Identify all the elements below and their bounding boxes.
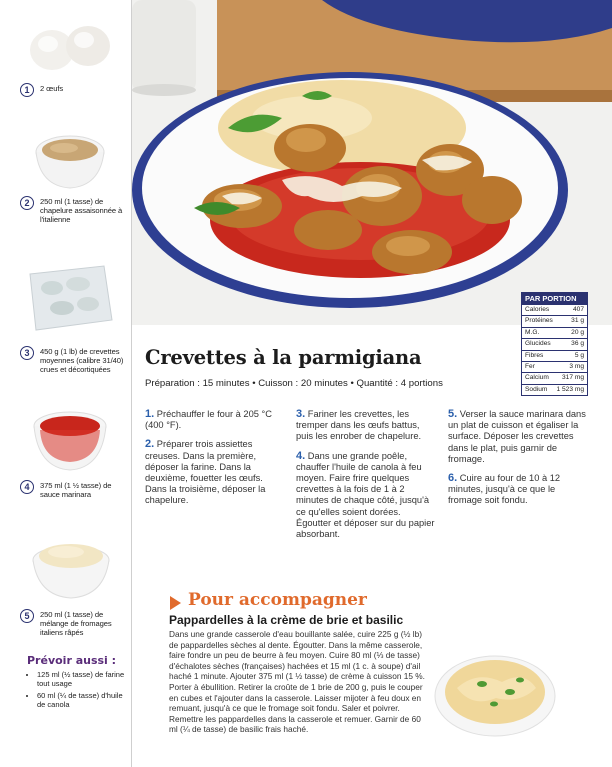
nutrition-value: 31 g [571,317,584,325]
ingredient-4 [20,481,124,499]
recipe-step [296,451,436,541]
ingredient-number: 3 [20,346,34,360]
ingredient-text: 375 ml (1 ½ tasse) de sauce marinara [40,481,112,499]
nutrition-row [522,384,587,395]
recipe-step [145,409,283,431]
step-number: 5. [448,408,458,420]
ingredient-number: 4 [20,480,34,494]
ingredient-text: 250 ml (1 tasse) de chapelure assaisonnée à l'italienne [40,197,123,224]
nutrition-value: 20 g [571,328,584,336]
nutrition-value: 1 523 mg [556,385,584,393]
ingredient-number: 5 [20,609,34,623]
nutrition-title: PAR PORTION [522,293,587,304]
nutrition-row [522,372,587,383]
recipe-step [448,409,588,465]
steps-column-2 [296,409,436,548]
nutrition-value: 5 g [574,351,584,359]
nutrition-value: 407 [572,306,584,313]
nutrition-label: Fer [525,362,535,370]
nutrition-row [522,315,587,326]
step-text: Cuire au four de 10 à 12 minutes, jusqu'à ce que le fromage soit fondu. [448,473,561,506]
ingredient-5 [20,610,124,637]
step-number: 2. [145,438,155,451]
accompany-body: Dans une grande casserole d'eau bouillante salée, cuire 225 g (½ lb) de pappardelles sèches al dente. Égoutter. Dans la même casserole, faire fondre un peu de beurre à feu moyen. Cuire 80 ml (⅓ de tasse) d'échalotes sèches (françaises) hachées et 15 ml (1 c. à soupe) d'ail haché 1 minute. Ajouter 375 ml (1 ½ tasse) de crème à cuisson 15 %. Porter à ébullition. Retirer la croûte de 1 brie de 200 g, puis le couper en cubes et l'ajouter dans la casserole. Laisser mijoter à feu doux en remuant, jusqu'à ce que le fromage soit fondu. Saler et poivrer. Remettre les pappardelles dans la casserole et remuer. Garnir de 60 ml (¼ de tasse) de basilic frais haché. [169,629,425,735]
arrow-right-icon [170,596,181,610]
step-text: Préparer trois assiettes creuses. Dans la première, déposer la farine. Dans la deuxième, fouetter les œufs. Dans la troisième, déposer la chapelure. [145,439,266,506]
list-item: • 125 ml (½ tasse) de farine tout usage [37,670,127,688]
nutrition-label: Sodium [525,385,548,393]
recipe-meta: Préparation : 15 minutes • Cuisson : 20 minutes • Quantité : 4 portions [145,378,443,389]
recipe-step [448,473,588,507]
step-number: 4. [296,449,306,462]
ingredient-3 [20,347,124,374]
pappardelle-bowl-photo [432,648,558,740]
nutrition-label: Protéines [525,317,553,325]
step-number: 1. [145,408,155,420]
nutrition-label: Fibres [525,351,544,359]
shrimp-parmigiana-photo [132,0,612,325]
nutrition-value: 3 mg [569,362,584,370]
raw-shrimp-icon [24,262,116,334]
steps-column-3 [448,409,588,515]
ingredient-text: 250 ml (1 tasse) de mélange de fromages italiens râpés [40,610,112,637]
step-number: 6. [448,472,458,485]
step-text: Dans une grande poêle, chauffer l'huile de canola à feu moyen. Faire frire quelques crevettes à la fois de 1 à 2 minutes de chaque côté, jusqu'à ce qu'elles soient dorées. Égoutter et déposer sur du papier absorbant. [296,450,435,540]
nutrition-table [521,292,588,396]
ingredient-text: 450 g (1 lb) de crevettes moyennes (calibre 31/40) crues et décortiquées [40,347,124,374]
breadcrumbs-bowl-icon [34,128,106,192]
also-needed-title: Prévoir aussi : [27,654,117,667]
recipe-title: Crevettes à la parmigiana [145,346,422,369]
also-needed-list [27,670,127,709]
eggs-icon [24,24,116,72]
nutrition-label: Calories [525,306,550,313]
step-text: Fariner les crevettes, les tremper dans les œufs battus, puis les enrober de chapelure. [296,409,422,442]
ingredient-1 [20,84,124,97]
accompany-subtitle: Pappardelles à la crème de brie et basilic [169,613,404,627]
nutrition-row [522,361,587,372]
step-number: 3. [296,408,306,420]
nutrition-row [522,338,587,349]
nutrition-value: 317 mg [562,374,584,382]
step-text: Verser la sauce marinara dans un plat de cuisson et égaliser la surface. Déposer les crevettes dans le plat, puis garnir de fromage. [448,409,586,464]
list-item: • 60 ml (¼ de tasse) d'huile de canola [37,691,127,709]
ingredient-number: 1 [20,83,34,97]
ingredient-2 [20,197,124,224]
nutrition-row [522,304,587,315]
accompany-heading: Pour accompagner [188,590,367,610]
steps-column-1 [145,409,283,515]
nutrition-label: Calcium [525,374,549,382]
ingredient-number: 2 [20,196,34,210]
nutrition-row [522,350,587,361]
step-text: Préchauffer le four à 205 °C (400 °F). [145,409,272,431]
marinara-bowl-icon [32,408,108,474]
nutrition-value: 36 g [571,340,584,348]
recipe-step [145,439,283,506]
grated-cheese-bowl-icon [30,538,112,600]
nutrition-row [522,327,587,338]
recipe-step [296,409,436,443]
ingredients-sidebar [0,0,131,767]
nutrition-label: M.G. [525,328,540,336]
nutrition-label: Glucides [525,340,551,348]
ingredient-text: 2 œufs [40,84,64,93]
also-needed [27,654,127,712]
